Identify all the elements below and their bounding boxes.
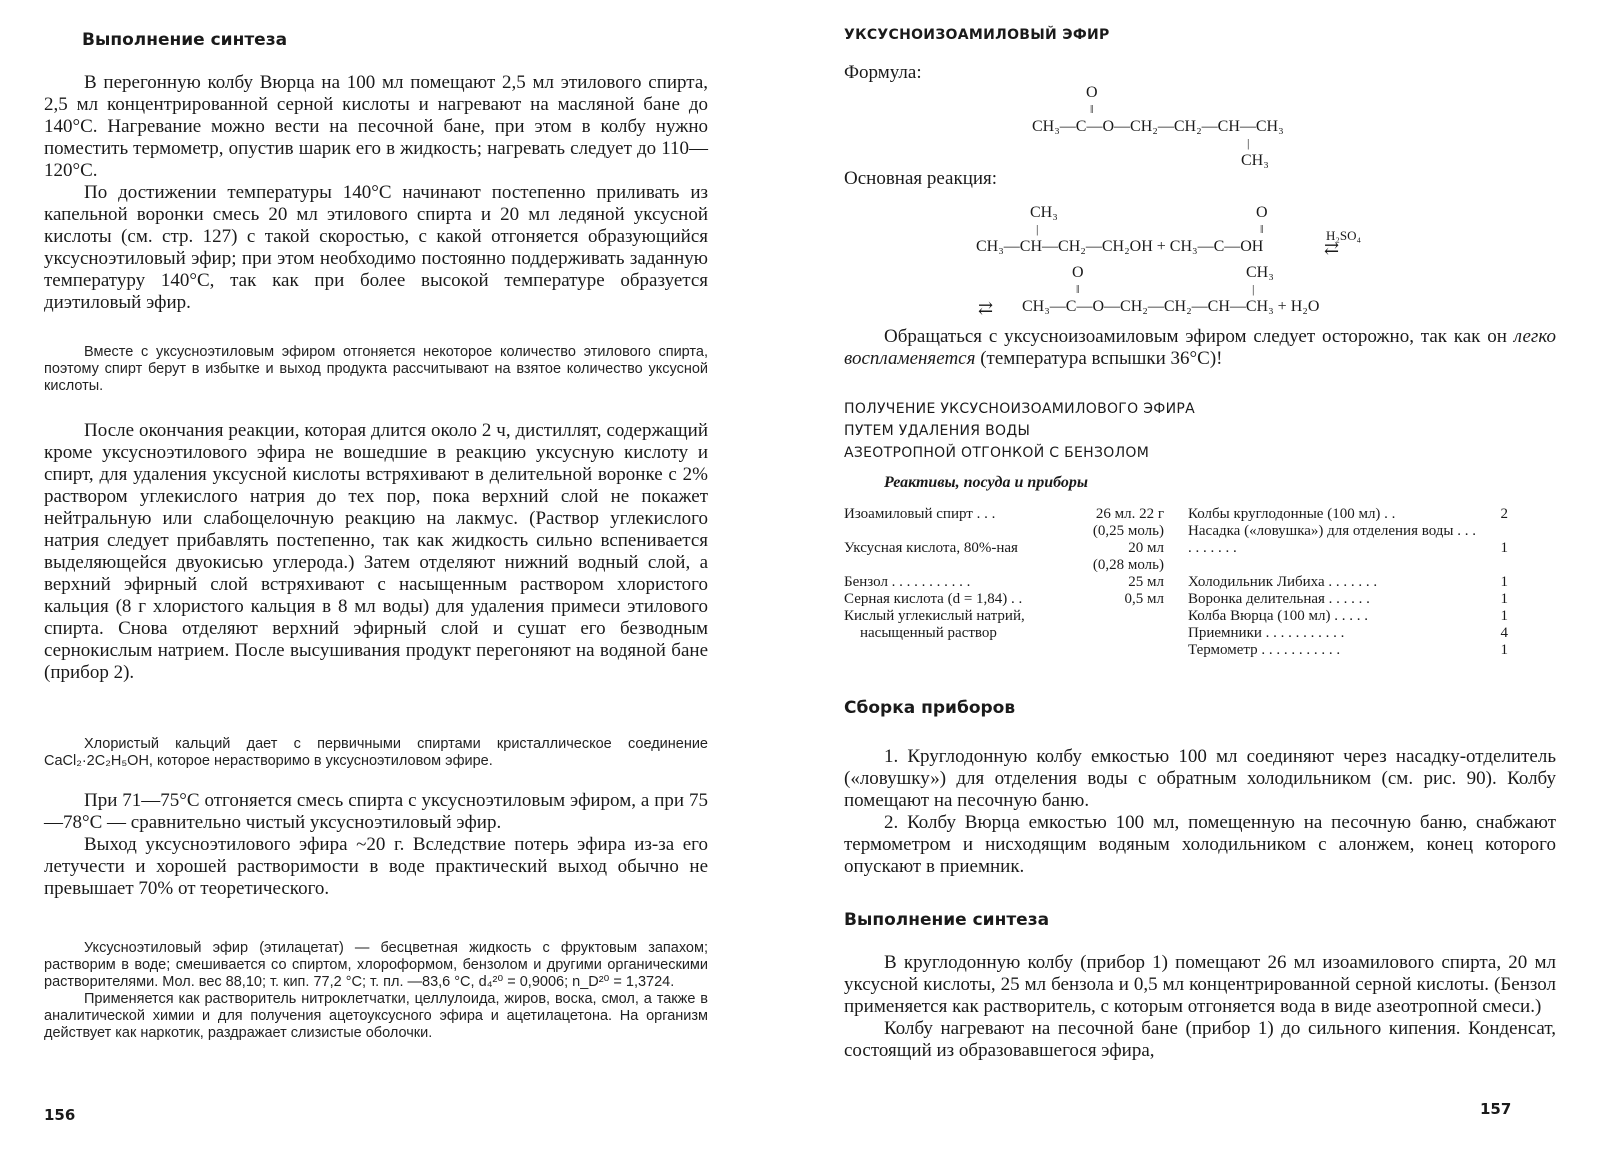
equilibrium-arrow-icon: ⇄ bbox=[978, 298, 994, 318]
footnote: Уксусноэтиловый эфир (этилацетат) — бесцветная жидкость с фруктовым запахом; растворим в воде; смешивается со спиртом, хлороформом, бензолом и другими органическими растворителями. Мол. вес 88,10; т. кип. 77,2 °С; т. пл. —83,6 °С, d₄²⁰ = 0,9006; n_D²⁰ = 1,3724. bbox=[44, 940, 708, 990]
double-bond-mark: ‖ bbox=[1260, 222, 1264, 236]
paragraph: 2. Колбу Вюрца емкостью 100 мл, помещенную на песочную баню, снабжают термометром и нисходящим водяным холодильником с алонжем, конец которого опускают в приемник. bbox=[844, 812, 1556, 877]
reagents-list bbox=[844, 506, 1164, 642]
section-title-line: ПУТЕМ УДАЛЕНИЯ ВОДЫ bbox=[844, 423, 1031, 439]
assembly-text bbox=[844, 746, 1556, 878]
double-bond-mark: ‖ bbox=[1090, 102, 1094, 116]
reaction-o-top-2: O bbox=[1072, 264, 1084, 281]
page-number: 156 bbox=[44, 1106, 76, 1124]
paragraph: 1. Круглодонную колбу емкостью 100 мл соединяют через насадку-отделитель («ловушку») для отделения воды с обратным холодильником (см. рис. 90). Колбу помещают на песочную баню. bbox=[844, 746, 1556, 811]
section-title-line: ПОЛУЧЕНИЕ УКСУСНОИЗОАМИЛОВОГО ЭФИРА bbox=[844, 401, 1196, 417]
reaction-label-block bbox=[844, 168, 1556, 190]
paragraph: Колбу нагревают на песочной бане (прибор 1) до сильного кипения. Конденсат, состоящий из образовавшегося эфира, bbox=[844, 1018, 1556, 1061]
page-title: УКСУСНОИЗОАМИЛОВЫЙ ЭФИР bbox=[844, 27, 1110, 43]
list-item: Бензол . . . . . . . . . . . 25 мл bbox=[844, 574, 1164, 590]
left-text-block-2 bbox=[44, 420, 708, 684]
list-item: Насадка («ловушка») для отделения воды . . . . . . . . . . 1 bbox=[1188, 523, 1508, 556]
synthesis-heading-block bbox=[844, 910, 1556, 930]
warning-end: (температура вспышки 36°С)! bbox=[975, 348, 1223, 369]
list-item: Приемники . . . . . . . . . . . 4 bbox=[1188, 625, 1508, 641]
reagents-title: Реактивы, посуда и приборы bbox=[884, 474, 1089, 491]
reaction-line-1: CH₃—CH—CH₂—CH₂OH + CH₃—C—OH bbox=[976, 238, 1264, 255]
list-item: Колбы круглодонные (100 мл) . . 2 bbox=[1188, 506, 1508, 522]
double-bond-mark: ‖ bbox=[1076, 282, 1080, 296]
section-title-block bbox=[844, 398, 1556, 464]
section-heading: Выполнение синтеза bbox=[82, 30, 288, 50]
list-item: Изоамиловый спирт . . . 26 мл. 22 г bbox=[844, 506, 1164, 522]
warning-emphasis: легко воспламеняется bbox=[844, 326, 1556, 369]
paragraph: После окончания реакции, которая длится около 2 ч, дистиллят, содержащий кроме уксусноэтилового эфира не вошедшие в реакцию уксусную кислоту и спирт, для удаления уксусной кислоты встряхивают в делительной воронке с 2% раствором углекислого натрия до тех пор, пока верхний слой не покажет нейтральную или слабощелочную реакцию на лакмус. (Раствор углекислого натрия следует прибавлять постепенно, так как жидкость сильно вспенивается выделяющейся двуокисью углерода.) Затем отделяют нижний водный слой, а верхний эфирный слой встряхивают с насыщенным раствором хлористого кальция (8 г хлористого кальция в 8 мл воды) для удаления примеси этилового спирта. Снова отделяют верхний эфирный слой и сушат его безводным сернокислым натрием. После высушивания продукт перегоняют на водяной бане (прибор 2). bbox=[44, 420, 708, 683]
footnote: Применяется как растворитель нитроклетчатки, целлулоида, жиров, воска, смол, а также в аналитической химии и для получения ацетоуксусного эфира и ацетилацетона. На организм действует как наркотик, раздражает слизистые оболочки. bbox=[44, 991, 708, 1041]
warning-block bbox=[844, 326, 1556, 370]
reaction-ch3-top: CH₃ bbox=[1030, 204, 1058, 221]
page-number: 157 bbox=[1480, 1100, 1512, 1118]
assembly-heading-block bbox=[844, 698, 1556, 718]
left-note-1 bbox=[44, 344, 708, 395]
formula-o: O bbox=[1086, 84, 1098, 101]
bond-mark: | bbox=[1036, 222, 1039, 236]
left-text-block-3 bbox=[44, 790, 708, 900]
list-item: Серная кислота (d = 1,84) . . 0,5 мл bbox=[844, 591, 1164, 607]
left-column bbox=[44, 30, 708, 50]
list-item: Кислый углекислый натрий, bbox=[844, 608, 1025, 624]
list-item-extra: (0,25 моль) bbox=[1092, 523, 1164, 539]
formula-label: Формула: bbox=[844, 62, 922, 83]
list-item: Воронка делительная . . . . . . 1 bbox=[1188, 591, 1508, 607]
list-item: Термометр . . . . . . . . . . . 1 bbox=[1188, 642, 1508, 658]
paragraph: По достижении температуры 140°С начинают постепенно приливать из капельной воронки смесь 20 мл этилового спирта и 20 мл ледяной уксусной кислоты (см. стр. 127) с такой скоростью, с какой отгоняется образующийся уксусноэтиловый эфир; при этом необходимо постоянно поддерживать заданную температуру 140°С, так как при более высокой температуре образуется диэтиловый эфир. bbox=[44, 182, 708, 313]
reagents-title-block bbox=[884, 474, 1596, 492]
right-page bbox=[800, 0, 1600, 1164]
paragraph: При 71—75°С отгоняется смесь спирта с уксусноэтиловым эфиром, а при 75—78°С — сравнительно чистый уксусноэтиловый эфир. bbox=[44, 790, 708, 833]
warning-start: Обращаться с уксусноизоамиловым эфиром следует осторожно, так как он bbox=[884, 326, 1514, 347]
equilibrium-arrow-icon: ⇄ bbox=[1324, 238, 1340, 258]
reaction-catalyst: H₂SO₄ bbox=[1326, 228, 1362, 243]
list-item-extra: (0,28 моль) bbox=[1092, 557, 1164, 573]
footnote: Хлористый кальций дает с первичными спиртами кристаллическое соединение CaCl₂·2C₂H₅OH, которое нерастворимо в уксусноэтиловом эфире. bbox=[44, 736, 708, 769]
left-note-3 bbox=[44, 940, 708, 1042]
assembly-heading: Сборка приборов bbox=[844, 698, 1016, 718]
bond-mark: | bbox=[1247, 136, 1250, 150]
title-block bbox=[844, 24, 1556, 46]
formula-main: CH₃—C—O—CH₂—CH₂—CH—CH₃ bbox=[1032, 118, 1284, 135]
paragraph: В перегонную колбу Вюрца на 100 мл помещают 2,5 мл этилового спирта, 2,5 мл концентрированной серной кислоты и нагревают на масляной бане до 140°С. Нагревание можно вести на песочной бане, при этом в колбу нужно поместить термометр, опустив шарик его в жидкость; нагревать следует до 110—120°С. bbox=[44, 72, 708, 181]
list-item: Холодильник Либиха . . . . . . . 1 bbox=[1188, 574, 1508, 590]
synthesis-text bbox=[844, 952, 1556, 1062]
formula-branch: CH₃ bbox=[1241, 152, 1269, 169]
formula-label-block bbox=[844, 62, 1556, 84]
equipment-list bbox=[1188, 506, 1508, 659]
reaction-label: Основная реакция: bbox=[844, 168, 998, 189]
warning-paragraph bbox=[844, 326, 1556, 370]
reaction-o-top: O bbox=[1256, 204, 1268, 221]
left-note-2 bbox=[44, 736, 708, 770]
list-item: Колба Вюрца (100 мл) . . . . . 1 bbox=[1188, 608, 1508, 624]
synthesis-heading: Выполнение синтеза bbox=[844, 910, 1050, 930]
paragraph: В круглодонную колбу (прибор 1) помещают 26 мл изоамилового спирта, 20 мл уксусной кислоты, 25 мл бензола и 0,5 мл концентрированной серной кислоты. (Бензол применяется как растворитель, с которым отгоняется вода в виде азеотропной смеси.) bbox=[844, 952, 1556, 1017]
footnote: Вместе с уксусноэтиловым эфиром отгоняется некоторое количество этилового спирта, поэтому спирт берут в избытке и выход продукта рассчитывают на взятое количество уксусной кислоты. bbox=[44, 344, 708, 394]
reaction-line-2: CH₃—C—O—CH₂—CH₂—CH—CH₃ + H₂O bbox=[1022, 298, 1320, 315]
paragraph: Выход уксусноэтилового эфира ~20 г. Вследствие потерь эфира из-за его летучести и хорошей растворимости в воде практический выход обычно не превышает 70% от теоретического. bbox=[44, 834, 708, 899]
list-item: Уксусная кислота, 80%-ная 20 мл bbox=[844, 540, 1164, 556]
reaction-ch3-top-2: CH₃ bbox=[1246, 264, 1274, 281]
section-title-line: АЗЕОТРОПНОЙ ОТГОНКОЙ С БЕНЗОЛОМ bbox=[844, 445, 1150, 461]
list-item: насыщенный раствор bbox=[860, 625, 997, 641]
bond-mark: | bbox=[1252, 282, 1255, 296]
left-text-block-1 bbox=[44, 72, 708, 314]
